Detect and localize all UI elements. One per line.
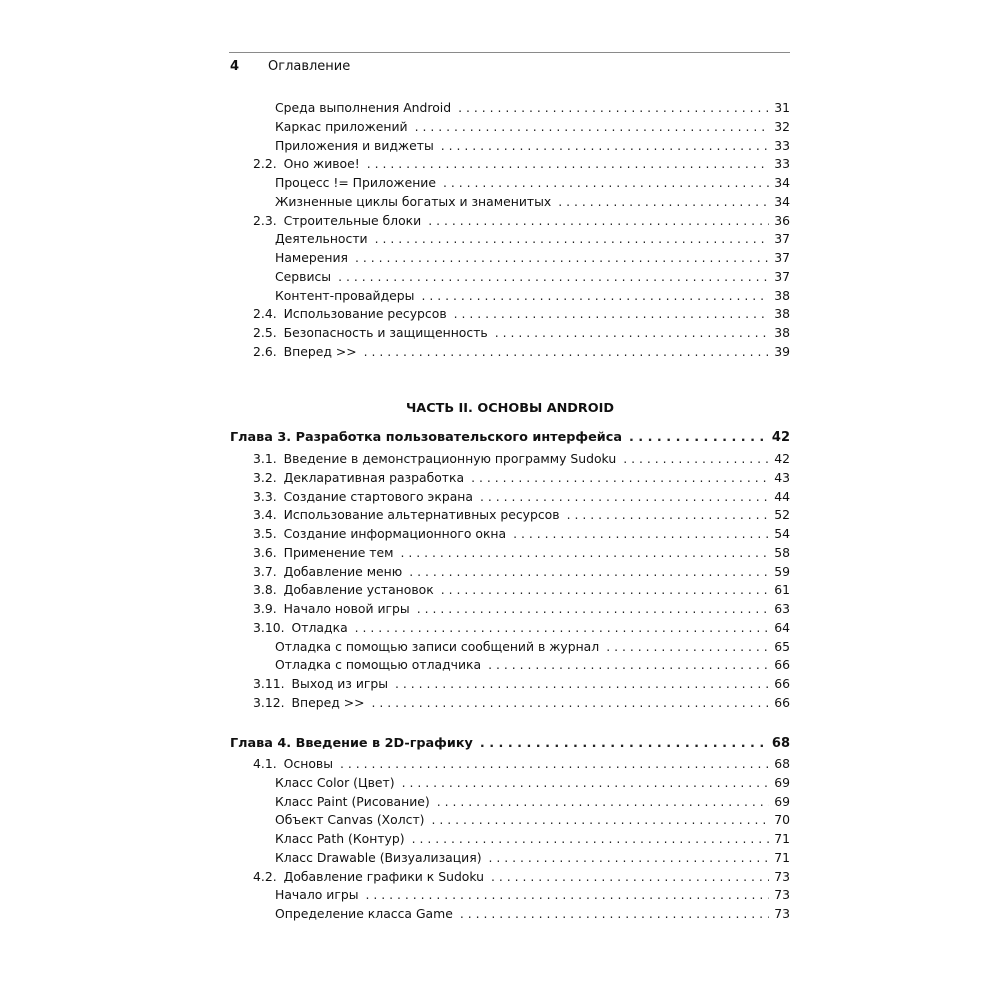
- toc-page-number: 70: [774, 812, 790, 827]
- toc-entry-title: Вперед >>: [291, 695, 365, 710]
- toc-page-number: 59: [774, 564, 790, 579]
- toc-subsection-entry[interactable]: [275, 773, 790, 792]
- toc-entry-number: 3.3.: [253, 489, 277, 504]
- dot-leader: [402, 773, 770, 792]
- toc-entry-title: Создание информационного окна: [283, 526, 507, 541]
- toc-chapter-entry[interactable]: [230, 428, 790, 447]
- dot-leader: [629, 428, 767, 447]
- toc-page-number: 37: [774, 250, 790, 265]
- dot-leader: [367, 154, 770, 173]
- toc-entry-title: Жизненные циклы богатых и знаменитых: [275, 194, 552, 209]
- toc-section-entry[interactable]: [253, 449, 790, 468]
- toc-section-entry[interactable]: [253, 618, 790, 637]
- toc-entry-title: Класс Paint (Рисование): [275, 794, 430, 809]
- toc-page-number: 68: [771, 736, 790, 751]
- toc-section-entry[interactable]: [253, 342, 790, 361]
- toc-page-number: 38: [774, 325, 790, 340]
- toc-subsection-entry[interactable]: [275, 248, 790, 267]
- dot-leader: [495, 323, 770, 342]
- toc-entry-title: Процесс != Приложение: [275, 175, 436, 190]
- toc-entry-title: Основы: [283, 756, 333, 771]
- toc-entry-title: Добавление графики к Sudoku: [283, 869, 485, 884]
- toc-page-number: 66: [774, 676, 790, 691]
- toc-chapter-title: Глава 3. Разработка пользовательского интерфейса: [230, 430, 622, 445]
- toc-entry-title: Использование ресурсов: [283, 306, 447, 321]
- toc-entry-title: Класс Path (Контур): [275, 831, 405, 846]
- dot-leader: [432, 810, 770, 829]
- dot-leader: [480, 734, 767, 753]
- toc-subsection-entry[interactable]: [275, 848, 790, 867]
- dot-leader: [489, 848, 770, 867]
- dot-leader: [437, 792, 769, 811]
- toc-page-number: 32: [774, 119, 790, 134]
- toc-section-entry[interactable]: [253, 154, 790, 173]
- toc-subsection-entry[interactable]: [275, 267, 790, 286]
- dot-leader: [338, 267, 769, 286]
- toc-entry-number: 3.7.: [253, 564, 277, 579]
- toc-page-number: 31: [774, 100, 790, 115]
- toc-chapter-entry[interactable]: [230, 734, 790, 753]
- toc-section-entry[interactable]: [253, 505, 790, 524]
- toc-entry-title: Намерения: [275, 250, 348, 265]
- dot-leader: [491, 867, 769, 886]
- toc-subsection-entry[interactable]: [275, 792, 790, 811]
- toc-chapter-title: Глава 4. Введение в 2D-графику: [230, 736, 473, 751]
- toc-entry-title: Строительные блоки: [283, 213, 422, 228]
- toc-section-entry[interactable]: [253, 468, 790, 487]
- toc-page-number: 33: [774, 156, 790, 171]
- page-number: 4: [230, 59, 240, 74]
- toc-section-entry[interactable]: [253, 693, 790, 712]
- toc-subsection-entry[interactable]: [275, 904, 790, 923]
- toc-page-number: 38: [774, 288, 790, 303]
- toc-entry-number: 2.5.: [253, 325, 277, 340]
- toc-page-number: 71: [774, 831, 790, 846]
- toc-page-number: 73: [774, 869, 790, 884]
- dot-leader: [395, 674, 769, 693]
- dot-leader: [441, 136, 769, 155]
- toc-subsection-entry[interactable]: [275, 117, 790, 136]
- toc-page-number: 66: [774, 695, 790, 710]
- toc-entry-number: 3.1.: [253, 451, 277, 466]
- toc-page-number: 42: [774, 451, 790, 466]
- toc-entry-number: 3.5.: [253, 526, 277, 541]
- toc-entry-title: Создание стартового экрана: [283, 489, 473, 504]
- dot-leader: [340, 754, 769, 773]
- dot-leader: [365, 885, 769, 904]
- toc-subsection-entry[interactable]: [275, 810, 790, 829]
- toc-page-number: 44: [774, 489, 790, 504]
- toc-entry-number: 3.8.: [253, 582, 277, 597]
- toc-subsection-entry[interactable]: [275, 655, 790, 674]
- toc-page-number: 69: [774, 775, 790, 790]
- dot-leader: [428, 211, 769, 230]
- toc-entry-title: Декларативная разработка: [283, 470, 465, 485]
- toc-section-entry[interactable]: [253, 580, 790, 599]
- toc-page-number: 69: [774, 794, 790, 809]
- toc-entry-number: 3.12.: [253, 695, 285, 710]
- toc-subsection-entry[interactable]: [275, 286, 790, 305]
- toc-page-number: 64: [774, 620, 790, 635]
- toc-page-number: 71: [774, 850, 790, 865]
- toc-page-number: 37: [774, 269, 790, 284]
- toc-page-number: 34: [774, 175, 790, 190]
- toc-section-entry[interactable]: [253, 304, 790, 323]
- toc-page-number: 54: [774, 526, 790, 541]
- toc-entry-number: 2.3.: [253, 213, 277, 228]
- dot-leader: [421, 286, 769, 305]
- toc-entry-number: 3.2.: [253, 470, 277, 485]
- dot-leader: [355, 618, 770, 637]
- toc-subsection-entry[interactable]: [275, 98, 790, 117]
- dot-leader: [460, 904, 769, 923]
- dot-leader: [441, 580, 770, 599]
- toc-page-number: 39: [774, 344, 790, 359]
- toc-entry-number: 2.6.: [253, 344, 277, 359]
- toc-entry-title: Контент-провайдеры: [275, 288, 415, 303]
- dot-leader: [623, 449, 769, 468]
- toc-page-number: 63: [774, 601, 790, 616]
- toc-entry-title: Отладка с помощью отладчика: [275, 657, 482, 672]
- toc-entry-title: Отладка: [291, 620, 348, 635]
- toc-page-number: 58: [774, 545, 790, 560]
- dot-leader: [471, 468, 769, 487]
- toc-entry-number: 2.2.: [253, 156, 277, 171]
- dot-leader: [454, 304, 770, 323]
- toc-entry-title: Применение тем: [283, 545, 394, 560]
- toc-subsection-entry[interactable]: [275, 192, 790, 211]
- dot-leader: [606, 637, 769, 656]
- toc-section-entry[interactable]: [253, 674, 790, 693]
- toc-page-number: 37: [774, 231, 790, 246]
- toc-page-number: 33: [774, 138, 790, 153]
- toc-entry-title: Среда выполнения Android: [275, 100, 452, 115]
- toc-entry-number: 3.6.: [253, 545, 277, 560]
- dot-leader: [355, 248, 769, 267]
- running-title: Оглавление: [268, 59, 351, 74]
- toc-page-number: 43: [774, 470, 790, 485]
- toc-subsection-entry[interactable]: [275, 136, 790, 155]
- toc-entry-title: Сервисы: [275, 269, 332, 284]
- toc-page-number: 36: [774, 213, 790, 228]
- toc-entry-title: Введение в демонстрационную программу Sudoku: [283, 451, 617, 466]
- dot-leader: [443, 173, 769, 192]
- dot-leader: [372, 693, 770, 712]
- toc-entry-title: Класс Drawable (Визуализация): [275, 850, 482, 865]
- toc-section-entry[interactable]: [253, 323, 790, 342]
- dot-leader: [415, 117, 770, 136]
- dot-leader: [513, 524, 769, 543]
- toc-entry-title: Деятельности: [275, 231, 368, 246]
- toc-entry-title: Приложения и виджеты: [275, 138, 434, 153]
- toc-entry-title: Оно живое!: [283, 156, 360, 171]
- toc-section-entry[interactable]: [253, 599, 790, 618]
- toc-section-entry[interactable]: [253, 754, 790, 773]
- toc-page-number: 42: [771, 430, 790, 445]
- toc-entry-title: Использование альтернативных ресурсов: [283, 507, 560, 522]
- toc-page-number: 52: [774, 507, 790, 522]
- dot-leader: [458, 98, 769, 117]
- toc-entry-number: 3.11.: [253, 676, 285, 691]
- toc-entry-title: Каркас приложений: [275, 119, 408, 134]
- toc-section-entry[interactable]: [253, 543, 790, 562]
- toc-page-number: 73: [774, 906, 790, 921]
- toc-entry-number: 4.1.: [253, 756, 277, 771]
- toc-entry-number: 3.10.: [253, 620, 285, 635]
- toc-entry-number: 3.9.: [253, 601, 277, 616]
- dot-leader: [417, 599, 770, 618]
- dot-leader: [401, 543, 770, 562]
- dot-leader: [364, 342, 770, 361]
- toc-section-entry[interactable]: [253, 524, 790, 543]
- toc-page-number: 66: [774, 657, 790, 672]
- toc-page-number: 68: [774, 756, 790, 771]
- toc-section-entry[interactable]: [253, 487, 790, 506]
- toc-page-number: 38: [774, 306, 790, 321]
- toc-entry-title: Вперед >>: [283, 344, 357, 359]
- toc-entry-number: 4.2.: [253, 869, 277, 884]
- dot-leader: [375, 229, 770, 248]
- toc-entry-title: Начало новой игры: [283, 601, 410, 616]
- toc-entry-number: 3.4.: [253, 507, 277, 522]
- toc-entry-title: Безопасность и защищенность: [283, 325, 488, 340]
- toc-entry-title: Начало игры: [275, 887, 359, 902]
- toc-subsection-entry[interactable]: [275, 829, 790, 848]
- dot-leader: [412, 829, 770, 848]
- toc-subsection-entry[interactable]: [275, 173, 790, 192]
- toc-section-entry[interactable]: [253, 562, 790, 581]
- toc-entry-title: Добавление установок: [283, 582, 434, 597]
- toc-entry-number: 2.4.: [253, 306, 277, 321]
- dot-leader: [558, 192, 769, 211]
- dot-leader: [567, 505, 770, 524]
- toc-section-entry[interactable]: [253, 211, 790, 230]
- toc-entry-title: Выход из игры: [291, 676, 389, 691]
- toc-subsection-entry[interactable]: [275, 885, 790, 904]
- toc-page-number: 65: [774, 639, 790, 654]
- toc-subsection-entry[interactable]: [275, 637, 790, 656]
- part-heading: ЧАСТЬ II. ОСНОВЫ ANDROID: [405, 401, 615, 416]
- toc-entry-title: Объект Canvas (Холст): [275, 812, 425, 827]
- dot-leader: [480, 487, 769, 506]
- dot-leader: [488, 655, 769, 674]
- dot-leader: [409, 562, 769, 581]
- toc-section-entry[interactable]: [253, 867, 790, 886]
- toc-subsection-entry[interactable]: [275, 229, 790, 248]
- toc-entry-title: Класс Color (Цвет): [275, 775, 395, 790]
- toc-page-number: 34: [774, 194, 790, 209]
- toc-entry-title: Отладка с помощью записи сообщений в журнал: [275, 639, 600, 654]
- toc-entry-title: Добавление меню: [283, 564, 403, 579]
- toc-page-number: 61: [774, 582, 790, 597]
- toc-entry-title: Определение класса Game: [275, 906, 453, 921]
- toc-page-number: 73: [774, 887, 790, 902]
